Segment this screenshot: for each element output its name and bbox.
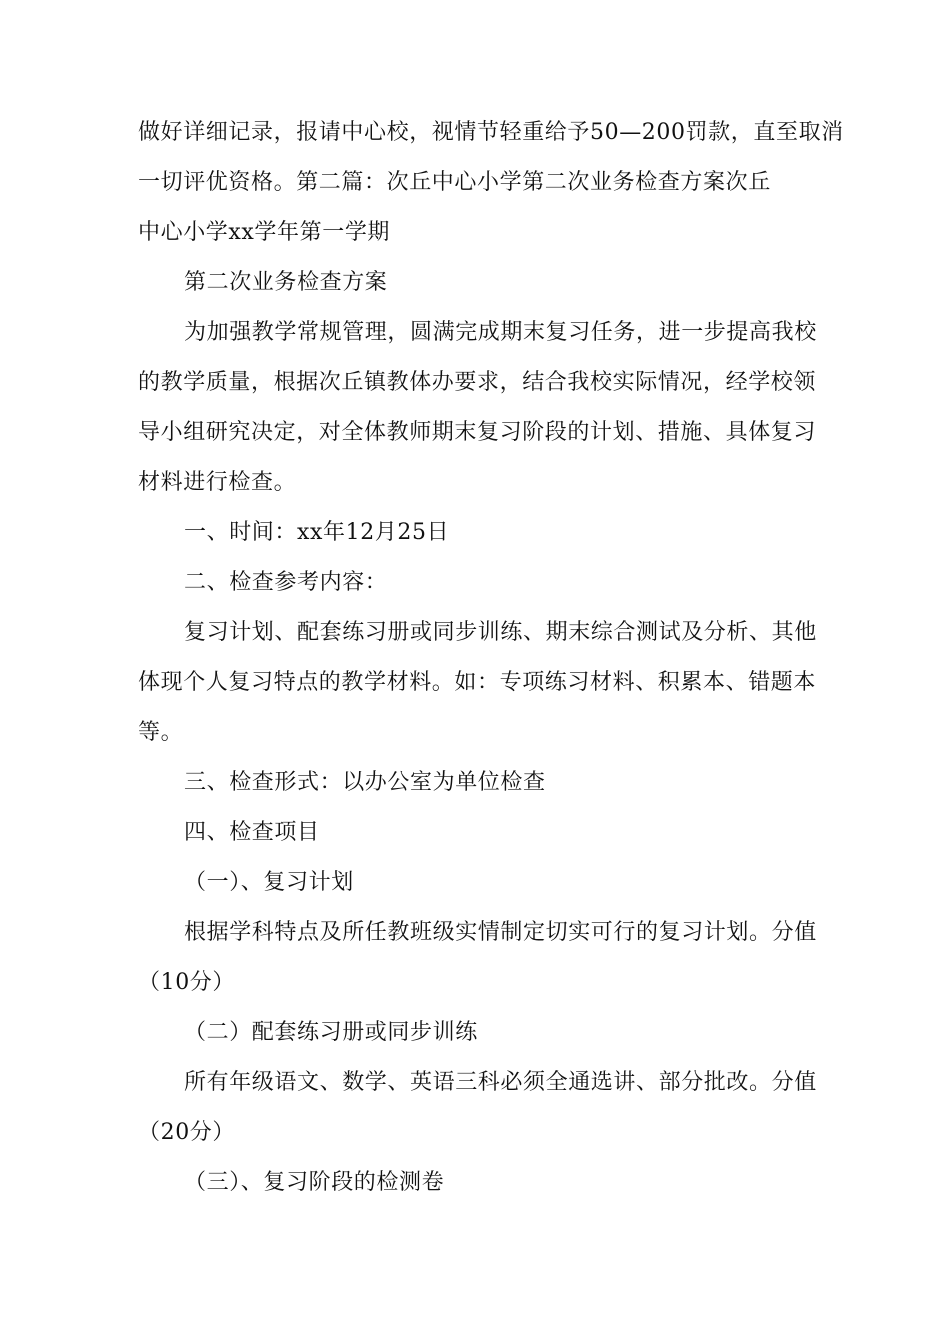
text-line-8: 材料进行检查。 [138,470,297,495]
text-line-12: 体现个人复习特点的教学材料。如：专项练习材料、积累本、错题本 [138,670,817,695]
text-line-3: 中心小学xx学年第一学期 [138,220,391,245]
subheading-workbook: （二）配套练习册或同步训练 [184,1020,478,1045]
text-line-18: （10分） [138,970,235,995]
section-title: 第二次业务检查方案 [184,270,388,295]
heading-time: 一、时间：xx年12月25日 [184,520,450,545]
subheading-plan: （一）、复习计划 [184,870,354,895]
heading-form: 三、检查形式：以办公室为单位检查 [184,770,546,795]
text-line-13: 等。 [138,720,184,745]
text-line-7: 导小组研究决定，对全体教师期末复习阶段的计划、措施、具体复习 [138,420,817,445]
text-line-5: 为加强教学常规管理，圆满完成期末复习任务，进一步提高我校 [184,320,817,345]
text-line-20: 所有年级语文、数学、英语三科必须全通选讲、部分批改。分值 [184,1070,817,1095]
heading-content: 二、检查参考内容： [184,570,388,595]
text-line-17: 根据学科特点及所任教班级实情制定切实可行的复习计划。分值 [184,920,817,945]
text-line-2: 一切评优资格。第二篇：次丘中心小学第二次业务检查方案次丘 [138,170,771,195]
subheading-test: （三）、复习阶段的检测卷 [184,1170,445,1195]
heading-items: 四、检查项目 [184,820,320,845]
text-line-21: （20分） [138,1120,235,1145]
text-line-6: 的教学质量，根据次丘镇教体办要求，结合我校实际情况，经学校领 [138,370,817,395]
text-line-11: 复习计划、配套练习册或同步训练、期末综合测试及分析、其他 [184,620,817,645]
text-line-1: 做好详细记录，报请中心校，视情节轻重给予50—200罚款，直至取消 [138,120,844,145]
